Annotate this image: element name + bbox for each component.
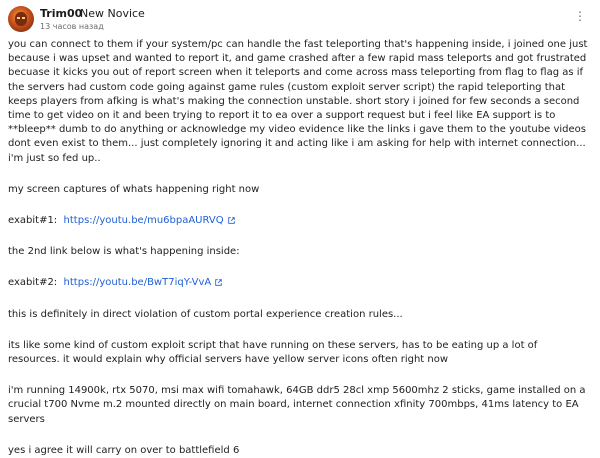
post-paragraph-4: the 2nd link below is what's happening inside: bbox=[8, 246, 240, 258]
post-paragraph-3 bbox=[8, 214, 592, 228]
post-paragraph-7: its like some kind of custom exploit script that have running on these servers, has to be eating up a lot of resources. it would explain why official servers have yellow server icons often right now bbox=[8, 339, 538, 366]
post-paragraph-5 bbox=[8, 276, 592, 290]
external-link-icon bbox=[215, 279, 222, 286]
post-timestamp: 13 часов назад bbox=[40, 22, 104, 31]
post-header bbox=[8, 4, 600, 34]
author-username[interactable]: Trim00 bbox=[40, 7, 83, 20]
avatar-face bbox=[15, 12, 27, 26]
youtube-link-2[interactable]: https://youtu.be/BwT7iqY-VvA bbox=[63, 277, 212, 289]
post-paragraph-1: you can connect to them if your system/pc can handle the fast teleporting that's happening inside, i joined one just because i was upset and wanted to report it, and game crashed after a few rapid mass teleports and got frustrated becuase it kicks you out of report screen when it teleports and come across mass teleporting from flag to flag as if the servers had custom code going against game rules (custom exploit server script) the rapid teleporting that keeps players from afking is what's making the connection unstable. short story i joined for few seconds a second time to get video on it and been trying to report it to ea over a support request but i feel like EA support is to **bleep** dumb to do anything or acknowledge my video evidence like the links i gave them to the youtube videos dont even exist to them... just completely ignoring it and acting like i am asking for help with internet connection... i'm just so fed up.. bbox=[8, 39, 588, 164]
youtube-link-1[interactable]: https://youtu.be/mu6bpaAURVQ bbox=[63, 215, 224, 227]
user-avatar[interactable] bbox=[8, 6, 34, 32]
avatar-eye-left bbox=[17, 17, 20, 19]
post-paragraph-6: this is definitely in direct violation of custom portal experience creation rules... bbox=[8, 308, 403, 320]
author-rank: New Novice bbox=[80, 7, 145, 20]
external-link-icon bbox=[228, 217, 235, 224]
link-2-prefix: exabit#2: bbox=[8, 277, 58, 289]
post-paragraph-2: my screen captures of whats happening right now bbox=[8, 183, 260, 195]
post-paragraph-8: i'm running 14900k, rtx 5070, msi max wifi tomahawk, 64GB ddr5 28cl xmp 5600mhz 2 sticks, game installed on a crucial t700 Nvme m.2 mounted directly on main board, internet connection xfinity 700mbps, 41ms latency to EA servers bbox=[8, 385, 586, 425]
post-paragraph-9: yes i agree it will carry on over to battlefield 6 bbox=[8, 444, 240, 456]
link-1-prefix: exabit#1: bbox=[8, 215, 58, 227]
avatar-eye-right bbox=[22, 17, 25, 19]
more-vertical-icon[interactable]: ⋮ bbox=[574, 9, 586, 23]
post-body bbox=[8, 38, 592, 458]
